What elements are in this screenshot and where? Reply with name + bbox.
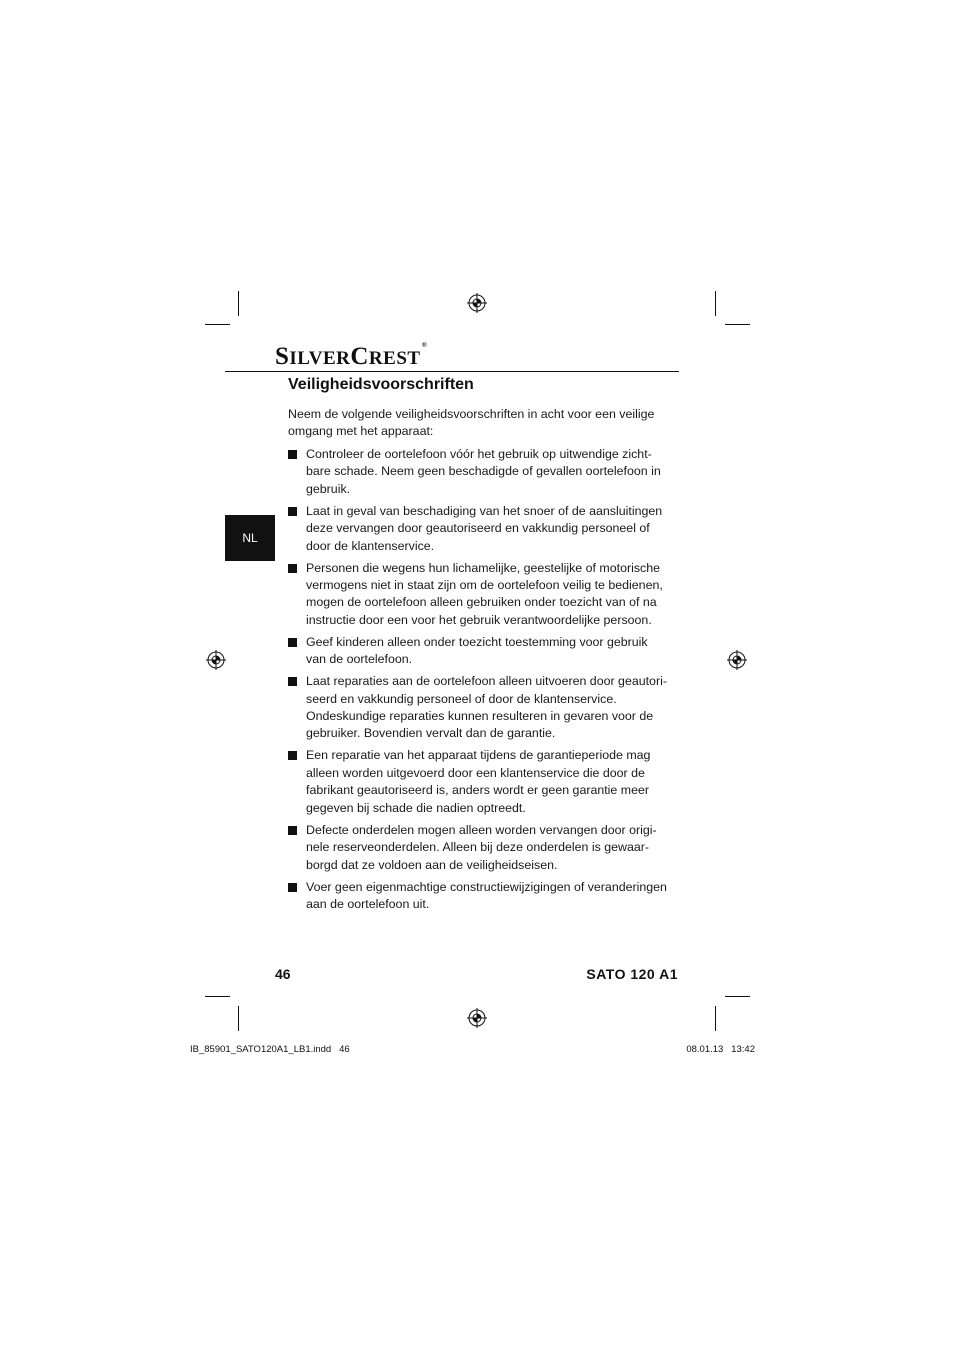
list-item: Laat reparaties aan de oortelefoon alleen uitvoeren door geautori-seerd en vakkundig personeel of door de klantenservice. Ondeskundige reparaties kunnen resulteren in gevaren voor de gebruiker. Bovendien vervalt dan de garantie.: [288, 673, 668, 743]
model-name: SATO 120 A1: [586, 966, 678, 982]
bullet-square-icon: [288, 638, 297, 647]
list-item: Personen die wegens hun lichamelijke, geestelijke of motorische vermogens niet in staat zijn om de oortelefoon veilig te bedienen, mogen de oortelefoon alleen gebruiken onder toezicht van of na instructie door een voor het gebruik verantwoordelijke persoon.: [288, 560, 668, 630]
list-item: Voer geen eigenmachtige constructiewijzigingen of veranderingen aan de oortelefoon uit.: [288, 879, 668, 914]
safety-list: [288, 446, 668, 918]
header-rule: [225, 371, 679, 372]
crop-mark-top-left-vertical: [238, 291, 239, 316]
slug-filename: IB_85901_SATO120A1_LB1.indd 46: [190, 1044, 350, 1055]
registration-mark-icon: [206, 650, 226, 670]
page-number: 46: [275, 966, 291, 982]
list-item: Geef kinderen alleen onder toezicht toestemming voor gebruik van de oortelefoon.: [288, 634, 668, 669]
intro-paragraph: Neem de volgende veiligheidsvoorschriften in acht voor een veilige omgang met het apparaat:: [288, 407, 655, 439]
crop-mark-bottom-right-vertical: [715, 1006, 716, 1031]
registration-mark-icon: [467, 293, 487, 313]
registration-mark-icon: [467, 1008, 487, 1028]
registration-mark-icon: [727, 650, 747, 670]
list-item: Een reparatie van het apparaat tijdens de garantieperiode mag alleen worden uitgevoerd door een klantenservice die door de fabrikant geautoriseerd is, anders wordt er geen garantie meer gegeven bij schade die nadien optreedt.: [288, 747, 668, 817]
crop-mark-top-left-horizontal: [205, 324, 230, 325]
bullet-square-icon: [288, 883, 297, 892]
list-item: Defecte onderdelen mogen alleen worden vervangen door origi-nele reserveonderdelen. Alleen bij deze onderdelen is gewaar-borgd dat ze voldoen aan de veiligheidseisen.: [288, 822, 668, 874]
list-item: Controleer de oortelefoon vóór het gebruik op uitwendige zicht-bare schade. Neem geen beschadigde of gevallen oortelefoon in gebruik.: [288, 446, 668, 498]
silvercrest-logo: SILVERCREST®: [275, 341, 428, 370]
bullet-square-icon: [288, 450, 297, 459]
crop-mark-bottom-left-horizontal: [205, 996, 230, 997]
language-tab: NL: [225, 515, 275, 561]
bullet-square-icon: [288, 751, 297, 760]
list-item: Laat in geval van beschadiging van het snoer of de aansluitingen deze vervangen door geautoriseerd en vakkundig personeel of door de klantenservice.: [288, 503, 668, 555]
bullet-square-icon: [288, 507, 297, 516]
bullet-square-icon: [288, 564, 297, 573]
crop-mark-bottom-right-horizontal: [725, 996, 750, 997]
bullet-square-icon: [288, 677, 297, 686]
crop-mark-top-right-vertical: [715, 291, 716, 316]
bullet-square-icon: [288, 826, 297, 835]
crop-mark-top-right-horizontal: [725, 324, 750, 325]
crop-mark-bottom-left-vertical: [238, 1006, 239, 1031]
section-title: Veiligheidsvoorschriften: [288, 376, 474, 393]
slug-datetime: 08.01.13 13:42: [686, 1044, 755, 1055]
